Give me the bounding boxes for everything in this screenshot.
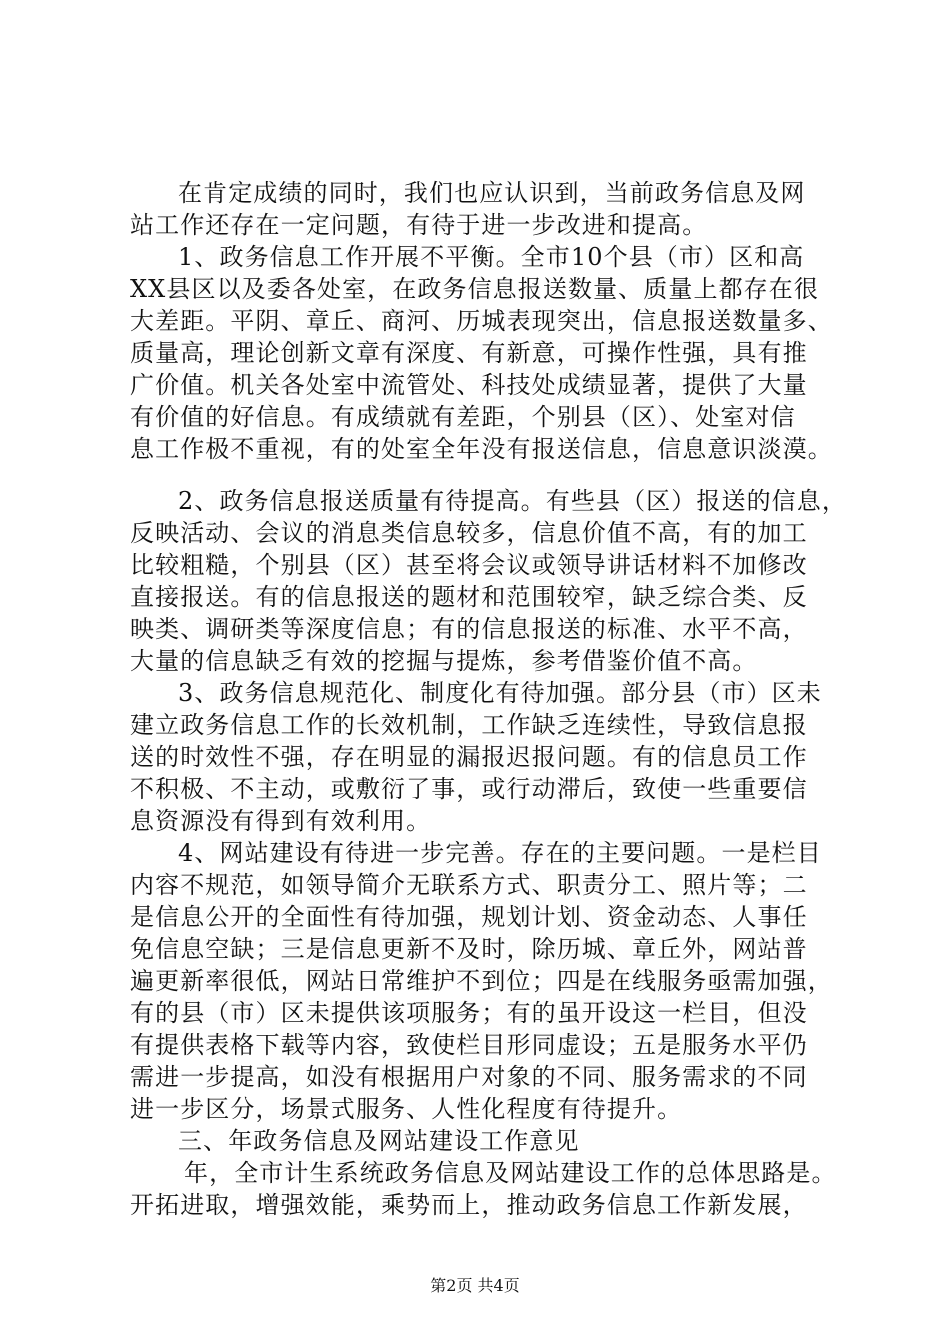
paragraph-line: 遍更新率很低，网站日常维护不到位；四是在线服务亟需加强， bbox=[130, 967, 833, 995]
paragraph-line: 息资源没有得到有效利用。 bbox=[130, 807, 432, 835]
paragraph-line: 映类、调研类等深度信息；有的信息报送的标准、水平不高， bbox=[130, 615, 808, 643]
paragraph-line: 需进一步提高，如没有根据用户对象的不同、服务需求的不同 bbox=[130, 1063, 808, 1091]
paragraph-line: 质量高，理论创新文章有深度、有新意，可操作性强，具有推 bbox=[130, 339, 808, 367]
paragraph-line: 在肯定成绩的同时，我们也应认识到，当前政务信息及网 bbox=[178, 179, 806, 207]
paragraph-line: 开拓进取，增强效能，乘势而上，推动政务信息工作新发展， bbox=[130, 1191, 808, 1219]
paragraph-line: 年，全市计生系统政务信息及网站建设工作的总体思路是。 bbox=[184, 1159, 837, 1187]
paragraph-line: 有的县（市）区未提供该项服务；有的虽开设这一栏目，但没 bbox=[130, 999, 808, 1027]
paragraph-line: 有提供表格下载等内容，致使栏目形同虚设；五是服务水平仍 bbox=[130, 1031, 808, 1059]
paragraph-line: 4、网站建设有待进一步完善。存在的主要问题。一是栏目 bbox=[178, 839, 822, 867]
paragraph-line: 有价值的好信息。有成绩就有差距，个别县（区）、处室对信 bbox=[130, 403, 796, 431]
paragraph-line: 息工作极不重视，有的处室全年没有报送信息，信息意识淡漠。 bbox=[130, 435, 833, 463]
paragraph-line: 大差距。平阴、章丘、商河、历城表现突出，信息报送数量多、 bbox=[130, 307, 833, 335]
section-heading: 三、年政务信息及网站建设工作意见 bbox=[178, 1127, 580, 1155]
paragraph-line: 反映活动、会议的消息类信息较多，信息价值不高，有的加工 bbox=[130, 519, 808, 547]
paragraph-line: 3、政务信息规范化、制度化有待加强。部分县（市）区未 bbox=[178, 679, 822, 707]
paragraph-line: 广价值。机关各处室中流管处、科技处成绩显著，提供了大量 bbox=[130, 371, 808, 399]
paragraph-line: 站工作还存在一定问题，有待于进一步改进和提高。 bbox=[130, 211, 708, 239]
paragraph-line: 比较粗糙，个别县（区）甚至将会议或领导讲话材料不加修改 bbox=[130, 551, 808, 579]
page-number-footer: 第2页 共4页 bbox=[430, 1276, 520, 1295]
paragraph-line: 建立政务信息工作的长效机制，工作缺乏连续性，导致信息报 bbox=[130, 711, 808, 739]
paragraph-line: 内容不规范，如领导简介无联系方式、职责分工、照片等；二 bbox=[130, 871, 808, 899]
paragraph-line: 2、政务信息报送质量有待提高。有些县（区）报送的信息， bbox=[178, 487, 847, 515]
paragraph-line: 是信息公开的全面性有待加强，规划计划、资金动态、人事任 bbox=[130, 903, 808, 931]
paragraph-line: 送的时效性不强，存在明显的漏报迟报问题。有的信息员工作 bbox=[130, 743, 808, 771]
paragraph-line: 免信息空缺；三是信息更新不及时，除历城、章丘外，网站普 bbox=[130, 935, 808, 963]
paragraph-line: 大量的信息缺乏有效的挖掘与提炼，参考借鉴价值不高。 bbox=[130, 647, 758, 675]
paragraph-line: 不积极、不主动，或敷衍了事，或行动滞后，致使一些重要信 bbox=[130, 775, 808, 803]
paragraph-line: 1、政务信息工作开展不平衡。全市10个县（市）区和高 bbox=[178, 243, 805, 271]
paragraph-line: 进一步区分，场景式服务、人性化程度有待提升。 bbox=[130, 1095, 683, 1123]
paragraph-line: XX县区以及委各处室，在政务信息报送数量、质量上都存在很 bbox=[130, 275, 819, 303]
paragraph-line: 直接报送。有的信息报送的题材和范围较窄，缺乏综合类、反 bbox=[130, 583, 808, 611]
